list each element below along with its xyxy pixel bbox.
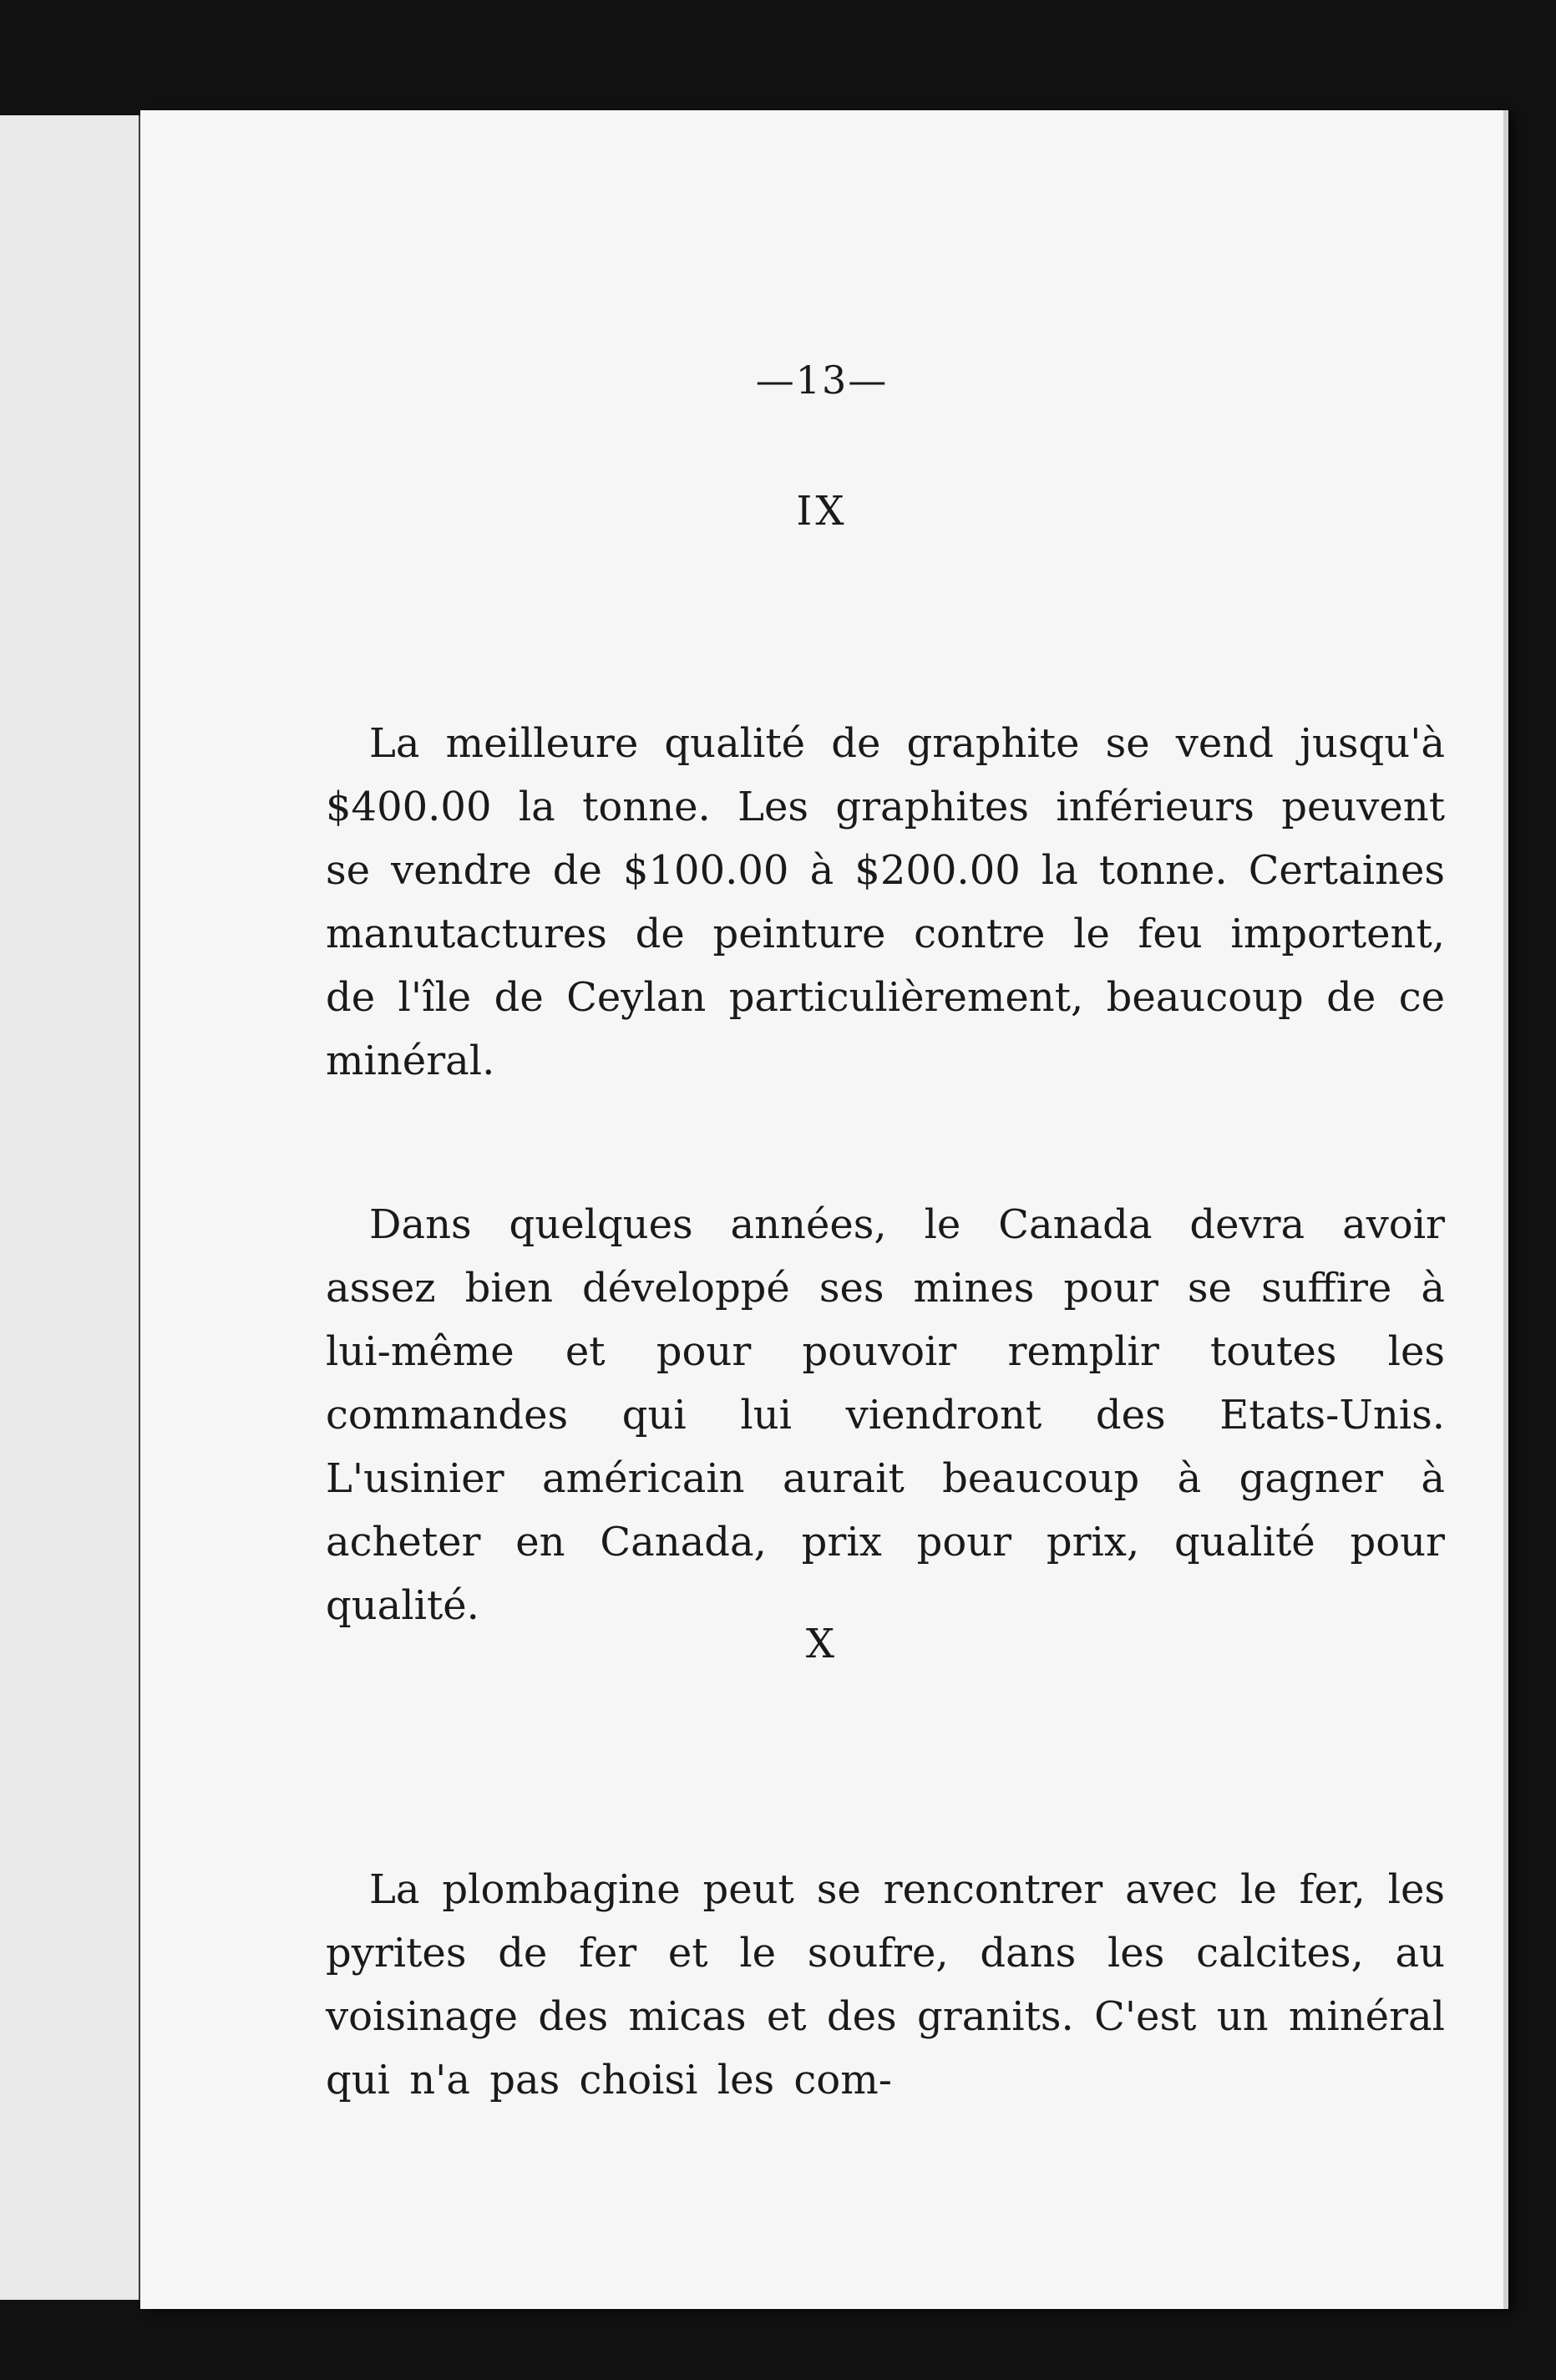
paragraph-graphite-prices: La meilleure qualité de graphite se vend jusqu'à $400.00 la tonne. Les graphites inférieurs peuvent se vendre de $100.00 à $200.00 la tonne. Certaines manutactures de peinture contre le feu importent, de l'île de Ceylan particulièrement, beaucoup de ce minéral. [326, 720, 1445, 1084]
page-number: —13— [755, 358, 889, 403]
left-page-edge [0, 115, 141, 2300]
section-heading-ix: IX [796, 488, 848, 535]
section-heading-x: X [805, 1621, 839, 1667]
paragraph-plombagine: La plombagine peut se rencontrer avec le fer, les pyrites de fer et le soufre, dans les calcites, au voisinage des micas et des granits. C'est un minéral qui n'a pas choisi les com- [326, 1866, 1445, 2103]
book-page [140, 110, 1503, 2309]
paragraph-canada-mines: Dans quelques années, le Canada devra avoir assez bien développé ses mines pour se suffire à lui-même et pour pouvoir remplir toutes les commandes qui lui viendront des Etats-Unis. L'usinier américain aurait beaucoup à gagner à acheter en Canada, prix pour prix, qualité pour qualité. [326, 1201, 1445, 1629]
